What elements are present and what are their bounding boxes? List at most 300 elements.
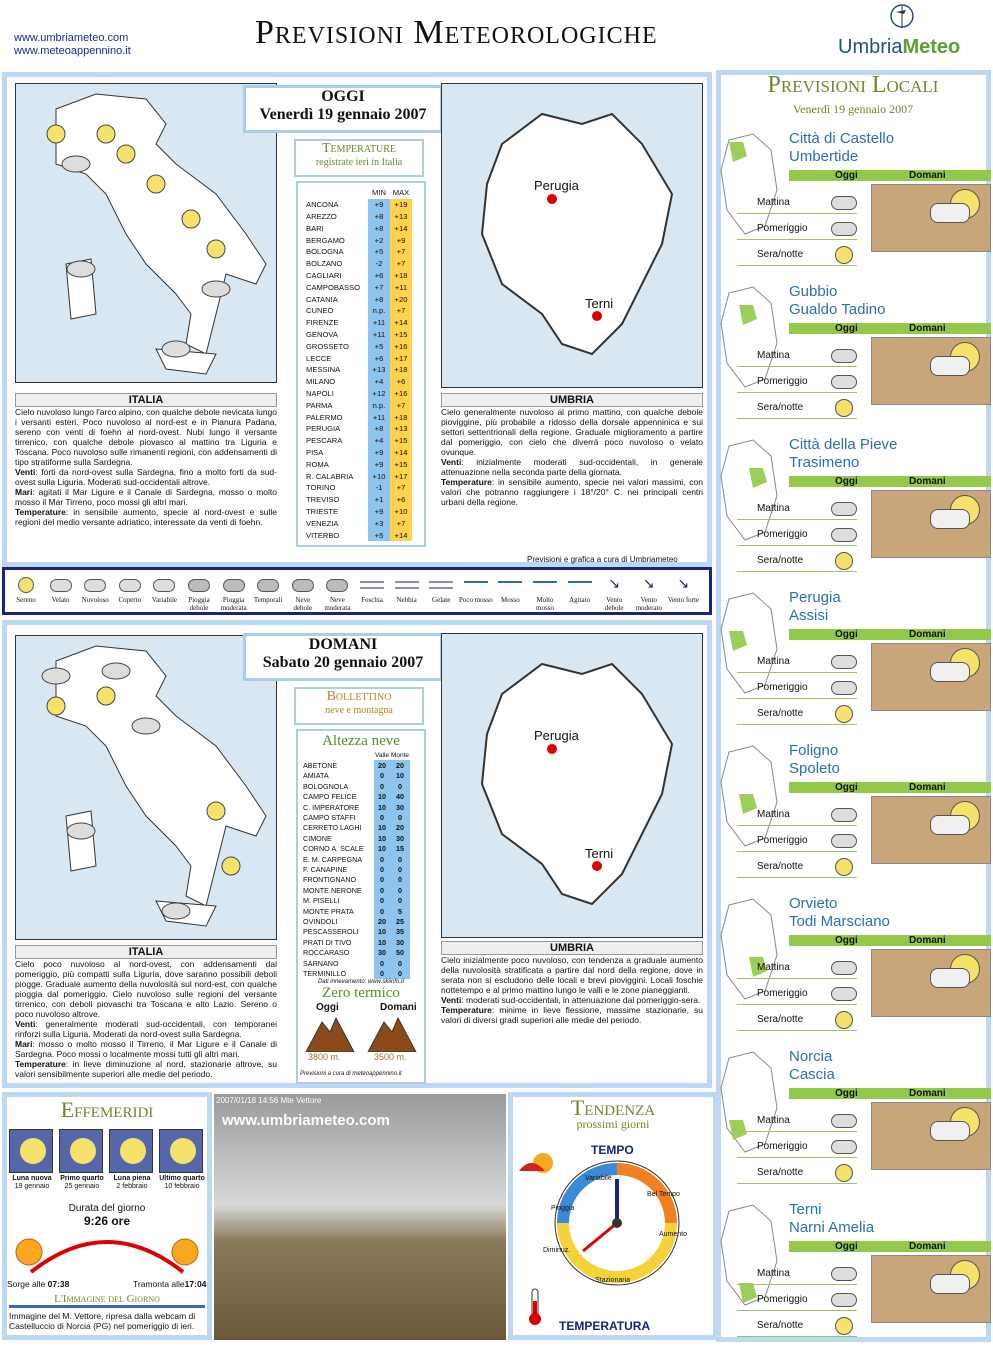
- temp-max: +13: [390, 211, 412, 223]
- temp-min: +4: [368, 376, 390, 388]
- snow-row: [302, 937, 410, 947]
- tempo-label: TEMPO: [591, 1143, 634, 1157]
- snow-row: [302, 875, 410, 885]
- italy-map-drawing: [16, 84, 278, 384]
- temp-min: +8: [368, 222, 390, 234]
- station-name: E. M. CARPEGNA: [303, 854, 363, 864]
- sea-icon: [498, 581, 522, 589]
- cloud-icon: [930, 968, 970, 988]
- cloud-icon: [831, 987, 857, 1001]
- col-min: MIN: [372, 188, 386, 198]
- snow-valle: 0: [374, 875, 390, 885]
- snow-row: [302, 781, 410, 791]
- umbria-oggi-title: UMBRIA: [441, 393, 703, 407]
- fog-icon: [395, 581, 419, 589]
- zero-domani-value: 3500 m.: [374, 1051, 407, 1062]
- altezza-neve-title: Altezza neve: [322, 733, 400, 749]
- temp-max: +14: [390, 222, 412, 234]
- zero-domani-label: Domani: [380, 1001, 417, 1013]
- snow-row: [302, 927, 410, 937]
- temp-max: +18: [390, 411, 412, 423]
- city-name: PESCARA: [306, 436, 343, 446]
- snow-monte: 0: [390, 854, 410, 864]
- legend-item: [424, 574, 458, 604]
- temp-min: +5: [368, 340, 390, 352]
- station-name: C. IMPERATORE: [303, 802, 360, 812]
- cloud-icon: [831, 1267, 857, 1281]
- city-name: LECCE: [306, 353, 332, 363]
- snow-valle: 0: [374, 812, 390, 822]
- temp-max: +16: [390, 388, 412, 400]
- umbrella-sun-icon: [517, 1149, 557, 1185]
- temp-min: +9: [368, 458, 390, 470]
- moon-phase-label: Luna piena 2 febbraio: [113, 1175, 151, 1190]
- cloud-icon: [930, 1274, 970, 1294]
- umbria-map-drawing: [442, 84, 704, 389]
- area-photo: [871, 1102, 991, 1170]
- snow-row: [302, 854, 410, 864]
- bollettino-title: Bollettino: [326, 689, 392, 704]
- snow-row: [302, 812, 410, 822]
- city-name: MESSINA: [306, 365, 341, 375]
- wind-arrow-icon: ↘: [608, 577, 621, 592]
- temp-min: +1: [368, 494, 390, 506]
- legend-item: [355, 574, 389, 604]
- station-name: ABETONE: [303, 761, 338, 771]
- row-label: Pomeriggio: [757, 835, 808, 846]
- row-label: Sera/notte: [757, 708, 804, 719]
- legend-label: Velato: [51, 596, 70, 604]
- immagine-caption: Immagine del M. Vettore, ripresa dalla webcam di Castelluccio di Norcia (PG) nel pomeriggio di ieri.: [9, 1311, 196, 1331]
- oggi-header: Oggi: [835, 629, 858, 640]
- city-name: CAGLIARI: [306, 270, 342, 280]
- legend-label: Foschia: [361, 596, 383, 604]
- snow-valle: 0: [374, 864, 390, 874]
- legend-item: [597, 574, 631, 612]
- tendenza-title: Tendenza: [570, 1095, 656, 1120]
- temp-subtitle: registrate ieri in Italia: [315, 157, 403, 168]
- legend-item: [251, 574, 285, 604]
- oggi-date: Venerdì 19 gennaio 2007: [259, 106, 427, 123]
- precip-icon: [257, 579, 279, 592]
- oggi-domani-bar: [789, 476, 991, 487]
- temp-row: [304, 270, 412, 282]
- station-name: CORNO A. SCALE: [303, 844, 364, 854]
- snow-monte: 30: [390, 937, 410, 947]
- temp-min: +11: [368, 317, 390, 329]
- italia-domani-text: Cielo poco nuvoloso al nord-ovest, con addensamenti dal pomeriggio, più compatti sulla Liguria, dove saranno possibili deboli piogge. Graduale aumento della nuvolosità sul nord-est, con qualche pioggia dal pomeriggio. Cielo nuvoloso sulle regioni del versante tirrenico, con deboli piovaschi tra Toscana e alto Lazio. Sereno o poco nuvoloso altrove. Venti: generalmente moderati sud-occidentali, con temporanei rinforzi sulla Liguria. Moderati da nord-ovest sulla Sardegna. Mari: mosso o molto mosso il Tirreno, il Mar Ligure e il Canale di Sardegna. Poco mossi o localmente mossi tutti gli altri mari. Temperature: in lieve diminuzione al nord, stazionarie altrove, su valori sensibilmente superiori alle medie del periodo.: [15, 959, 277, 1079]
- temp-row: [304, 399, 412, 411]
- temp-max: +7: [390, 305, 412, 317]
- tendenza-panel: [508, 1092, 718, 1340]
- snow-valle: 10: [374, 833, 390, 843]
- snow-monte: 0: [390, 781, 410, 791]
- legend-item: [78, 574, 112, 604]
- area-photo: [871, 1255, 991, 1323]
- temp-row: [304, 246, 412, 258]
- zero-termico: [302, 1002, 420, 1062]
- area-photo: [871, 184, 991, 252]
- station-name: TERMINILLO: [303, 968, 347, 978]
- domani-title-box: [243, 633, 443, 681]
- snow-valle: 0: [374, 895, 390, 905]
- snow-monte: 35: [390, 927, 410, 937]
- station-name: MONTE NERONE: [303, 885, 362, 895]
- cloud-icon: [831, 502, 857, 516]
- snow-valle: 20: [374, 760, 390, 770]
- station-name: FRONTIGNANO: [303, 875, 357, 885]
- oggi-header: Oggi: [835, 323, 858, 334]
- station-name: PRATI DI TIVO: [303, 937, 352, 947]
- dial-aumento: Aumento: [659, 1231, 688, 1238]
- snow-monte: 0: [390, 885, 410, 895]
- legend-item: [44, 574, 78, 604]
- snow-monte: 0: [390, 812, 410, 822]
- temp-max: +19: [390, 199, 412, 211]
- legend-label: Variabile: [151, 596, 178, 604]
- oggi-domani-bar: [789, 782, 991, 793]
- umbria-domani-text: Cielo inizialmente poco nuvoloso, con tendenza a graduale aumento della nuvolosità stratificata a partire dal nord della regione, dove in serata non si escludono delle locali e brevi pioviggini. Locali foschie nottetempo e al primo mattino lungo le valli e le zone pianeggianti. Venti: moderati sud-occidentali, in attenuazione dal pomeriggio-sera. Temperature: minime in lieve flessione, massime stazionarie, su valori di diversi gradi superiori alle medie del periodo.: [441, 955, 703, 1025]
- area-photo: [871, 949, 991, 1017]
- terni-label-domani: Terni: [585, 846, 614, 861]
- dial-variabile: Variabile: [585, 1175, 612, 1182]
- temp-table: [304, 187, 412, 541]
- area-name: Orvieto Todi Marsciano: [789, 895, 890, 930]
- temp-max: +7: [390, 517, 412, 529]
- temp-title-box: [294, 139, 424, 177]
- row-label: Mattina: [757, 197, 790, 208]
- city-name: BERGAMO: [306, 235, 345, 245]
- snow-monte: 20: [390, 760, 410, 770]
- oggi-header: Oggi: [835, 1241, 858, 1252]
- temp-row: [304, 317, 412, 329]
- cloud-icon: [831, 961, 857, 975]
- snow-row: [302, 968, 410, 978]
- snow-row: [302, 864, 410, 874]
- temp-max: +18: [390, 270, 412, 282]
- temp-max: +13: [390, 423, 412, 435]
- city-name: NAPOLI: [306, 388, 334, 398]
- area-photo: [871, 796, 991, 864]
- temp-min: +10: [368, 470, 390, 482]
- temp-row: [304, 329, 412, 341]
- local-forecast-card: [737, 130, 991, 278]
- legend-item: [390, 574, 424, 604]
- temp-row: [304, 517, 412, 529]
- weathervane-icon: [890, 2, 914, 32]
- snow-row: [302, 885, 410, 895]
- row-label: Mattina: [757, 809, 790, 820]
- city-name: ROMA: [306, 459, 329, 469]
- italia-domani-section: [15, 945, 277, 1079]
- sea-icon: [568, 581, 592, 589]
- local-forecast-card: [737, 742, 991, 890]
- fog-icon: [360, 581, 384, 589]
- terni-label: Terni: [585, 296, 614, 311]
- temp-min: +8: [368, 293, 390, 305]
- snow-valle: 30: [374, 947, 390, 957]
- temp-min: +11: [368, 329, 390, 341]
- perugia-label-domani: Perugia: [534, 728, 579, 743]
- snow-monte: 0: [390, 864, 410, 874]
- cloud-icon: [930, 509, 970, 529]
- temp-max: +7: [390, 482, 412, 494]
- sun-icon: [835, 1164, 853, 1182]
- oggi-domani-bar: [789, 1241, 991, 1252]
- temp-max: +7: [390, 246, 412, 258]
- temp-row: [304, 388, 412, 400]
- sun-icon: [835, 552, 853, 570]
- durata-value: 9:26 ore: [83, 1214, 131, 1228]
- city-name: ANCONA: [306, 200, 339, 210]
- temp-min: +5: [368, 246, 390, 258]
- snow-valle: 10: [374, 844, 390, 854]
- snow-row: [302, 958, 410, 968]
- temp-max: +18: [390, 364, 412, 376]
- precip-icon: [188, 579, 210, 592]
- row-label: Mattina: [757, 350, 790, 361]
- dial-diminuz: Diminuz.: [543, 1247, 571, 1254]
- snow-table: [302, 750, 410, 979]
- row-label: Pomeriggio: [757, 988, 808, 999]
- snow-valle: 10: [374, 792, 390, 802]
- cloud-icon: [831, 528, 857, 542]
- immagine-giorno-title: L'Immagine del Giorno: [9, 1293, 205, 1308]
- row-label: Pomeriggio: [757, 529, 808, 540]
- oggi-header: Oggi: [835, 170, 858, 181]
- area-photo: [871, 643, 991, 711]
- city-name: PERUGIA: [306, 424, 341, 434]
- temp-max: +11: [390, 281, 412, 293]
- legend-item: [286, 574, 320, 612]
- snow-monte: 50: [390, 947, 410, 957]
- station-name: ROCCARASO: [303, 948, 350, 958]
- legend-item: [459, 574, 493, 604]
- temp-min: +6: [368, 270, 390, 282]
- station-name: MONTE PRATA: [303, 906, 354, 916]
- local-forecast-card: [737, 589, 991, 737]
- link-meteoappennino[interactable]: www.meteoappennino.it: [14, 45, 131, 57]
- temp-row: [304, 222, 412, 234]
- row-label: Sera/notte: [757, 1167, 804, 1178]
- oggi-domani-bar: [789, 629, 991, 640]
- domani-header: Domani: [909, 935, 946, 946]
- temperatura-label: TEMPERATURA: [559, 1319, 651, 1333]
- cloud-icon: [831, 1293, 857, 1307]
- temp-row: [304, 376, 412, 388]
- temp-max: +14: [390, 317, 412, 329]
- snow-valle: 0: [374, 771, 390, 781]
- temp-row: [304, 199, 412, 211]
- area-name: Norcia Cascia: [789, 1048, 835, 1083]
- italia-oggi-section: [15, 393, 277, 527]
- domani-header: Domani: [909, 629, 946, 640]
- snow-row: [302, 895, 410, 905]
- legend-label: Sereno: [16, 596, 36, 604]
- area-photo: [871, 490, 991, 558]
- cloud-icon: [50, 579, 72, 592]
- snow-row: [302, 947, 410, 957]
- effemeridi-title: Effemeridi: [60, 1097, 154, 1122]
- legend-label: Nuvoloso: [81, 596, 109, 604]
- temp-row: [304, 423, 412, 435]
- legend-label: Gelate: [432, 596, 451, 604]
- legend-label: Neve moderata: [324, 596, 351, 612]
- thermometer-icon: [525, 1287, 545, 1327]
- legend-item: [182, 574, 216, 612]
- sun-icon: [835, 1011, 853, 1029]
- sun-arc-icon: [11, 1217, 203, 1277]
- local-forecast-card: [737, 895, 991, 1043]
- station-name: PESCASSEROLI: [303, 927, 359, 937]
- page-title: Previsioni Meteorologiche: [255, 14, 658, 51]
- station-name: AMIATA: [303, 771, 329, 781]
- area-name: Città della Pieve Trasimeno: [789, 436, 898, 471]
- temp-row: [304, 281, 412, 293]
- legend-label: Coperto: [118, 596, 142, 604]
- temp-row: [304, 352, 412, 364]
- logo-umbria: Umbria: [838, 36, 903, 58]
- sea-icon: [533, 581, 557, 589]
- row-label: Sera/notte: [757, 249, 804, 260]
- snow-monte: 0: [390, 968, 410, 978]
- temp-max: +7: [390, 399, 412, 411]
- snow-credit: Dati innevamento: www.skiinfo.it: [317, 978, 405, 985]
- legend-item: [563, 574, 597, 604]
- precip-icon: [326, 579, 348, 592]
- cloud-icon: [930, 662, 970, 682]
- temp-row: [304, 364, 412, 376]
- umbria-domani-title: UMBRIA: [441, 941, 703, 955]
- snow-monte: 10: [390, 771, 410, 781]
- legend-label: Temporali: [253, 596, 283, 604]
- city-name: CATANIA: [306, 294, 338, 304]
- legend-item: [147, 574, 181, 604]
- temp-max: +20: [390, 293, 412, 305]
- area-name: Gubbio Gualdo Tadino: [789, 283, 886, 318]
- umbriameteo-logo: [838, 2, 988, 62]
- legend-item: [320, 574, 354, 612]
- oggi-panel: [2, 72, 712, 567]
- legend-label: Molto mosso: [536, 596, 554, 612]
- temp-min: +4: [368, 435, 390, 447]
- cloud-icon: [831, 1140, 857, 1154]
- temp-min: +7: [368, 281, 390, 293]
- moon-phase-icon: [59, 1129, 103, 1173]
- italia-oggi-title: ITALIA: [15, 393, 277, 407]
- row-label: Pomeriggio: [757, 223, 808, 234]
- temp-min: +13: [368, 364, 390, 376]
- station-name: BOLOGNOLA: [303, 781, 349, 791]
- oggi-label: OGGI: [321, 88, 365, 105]
- umbria-oggi-text: Cielo generalmente nuvoloso al primo mattino, con qualche debole pioviggine, più probabile a ridosso della dorsale appenninica e sui settori settentrionali della regione. Graduale miglioramento a partire dal pomeriggio, con cielo che diverrà poco nuvoloso o velato ovunque. Venti: inizialmente moderati sud-occidentali, in generale attenuazione nella seconda parte della giornata. Temperature: in sensibile aumento, specie nei valori massimi, con valori che potranno raggiungere i 18°/20° C. nei principali centri urbani della regione.: [441, 407, 703, 507]
- cloud-icon: [153, 579, 175, 592]
- city-name: AREZZO: [306, 211, 337, 221]
- link-umbriameteo[interactable]: www.umbriameteo.com: [14, 32, 129, 44]
- sun-icon: [835, 705, 853, 723]
- snow-monte: 25: [390, 916, 410, 926]
- temp-row: [304, 258, 412, 270]
- local-forecast-card: [737, 436, 991, 584]
- snow-row: [302, 802, 410, 812]
- dial-stazionaria: Stazionaria: [595, 1277, 631, 1284]
- dial-pioggia: Pioggia: [551, 1205, 575, 1212]
- local-forecast-card: [737, 1048, 991, 1196]
- legend-item: [632, 574, 666, 612]
- city-name: PISA: [306, 447, 324, 457]
- wind-arrow-icon: ↘: [642, 577, 655, 592]
- row-label: Pomeriggio: [757, 1141, 808, 1152]
- temp-max: +10: [390, 506, 412, 518]
- umbria-domani-section: [441, 941, 703, 1025]
- snow-valle: 10: [374, 927, 390, 937]
- temp-row: [304, 411, 412, 423]
- snow-monte: 30: [390, 802, 410, 812]
- snow-valle: 0: [374, 854, 390, 864]
- legend-label: Neve debole: [293, 596, 313, 612]
- snow-monte: 30: [390, 833, 410, 843]
- cloud-icon: [831, 655, 857, 669]
- cloud-icon: [930, 203, 970, 223]
- city-name: TREVISO: [306, 495, 340, 505]
- temp-row: [304, 482, 412, 494]
- row-label: Mattina: [757, 1268, 790, 1279]
- row-label: Mattina: [757, 656, 790, 667]
- header-links: [14, 32, 131, 58]
- station-name: F. CANAPINE: [303, 864, 348, 874]
- area-name: Città di Castello Umbertide: [789, 130, 895, 165]
- snow-box: [296, 729, 426, 1084]
- cloud-icon: [831, 375, 857, 389]
- temp-max: +15: [390, 329, 412, 341]
- snow-monte: 20: [390, 823, 410, 833]
- row-label: Sera/notte: [757, 1320, 804, 1331]
- italy-map-drawing-domani: [16, 636, 278, 941]
- temp-max: +6: [390, 494, 412, 506]
- row-label: Mattina: [757, 962, 790, 973]
- tramonta: Tramonta alle17:04: [133, 1279, 207, 1289]
- city-name: TORINO: [306, 483, 336, 493]
- row-label: Sera/notte: [757, 402, 804, 413]
- city-name: TRIESTE: [306, 506, 339, 516]
- temp-min: +9: [368, 506, 390, 518]
- italia-domani-title: ITALIA: [15, 945, 277, 959]
- station-name: CERRETO LAGHI: [303, 823, 362, 833]
- logo-meteo: Meteo: [902, 36, 961, 58]
- legend-label: Nebbia: [396, 596, 417, 604]
- sun-icon: [18, 577, 34, 593]
- bollettino-subtitle: neve e montagna: [325, 705, 393, 716]
- row-label: Sera/notte: [757, 1014, 804, 1025]
- domani-date: Sabato 20 gennaio 2007: [262, 654, 424, 671]
- temp-row: [304, 494, 412, 506]
- city-name: PALERMO: [306, 412, 343, 422]
- precip-icon: [223, 579, 245, 592]
- city-name: GENOVA: [306, 329, 338, 339]
- station-name: M. PISELLI: [303, 896, 340, 906]
- col-valle: Valle: [375, 751, 389, 759]
- temp-row: [304, 234, 412, 246]
- moon-phase-label: Ultimo quarto 10 febbraio: [159, 1175, 205, 1190]
- sorge: Sorge alle 07:38: [7, 1279, 70, 1289]
- temp-max: +16: [390, 340, 412, 352]
- italy-map-domani: [15, 635, 277, 940]
- snow-valle: 0: [374, 968, 390, 978]
- temp-min: -1: [368, 482, 390, 494]
- temp-min: +8: [368, 423, 390, 435]
- temp-row: [304, 305, 412, 317]
- sun-icon: [835, 399, 853, 417]
